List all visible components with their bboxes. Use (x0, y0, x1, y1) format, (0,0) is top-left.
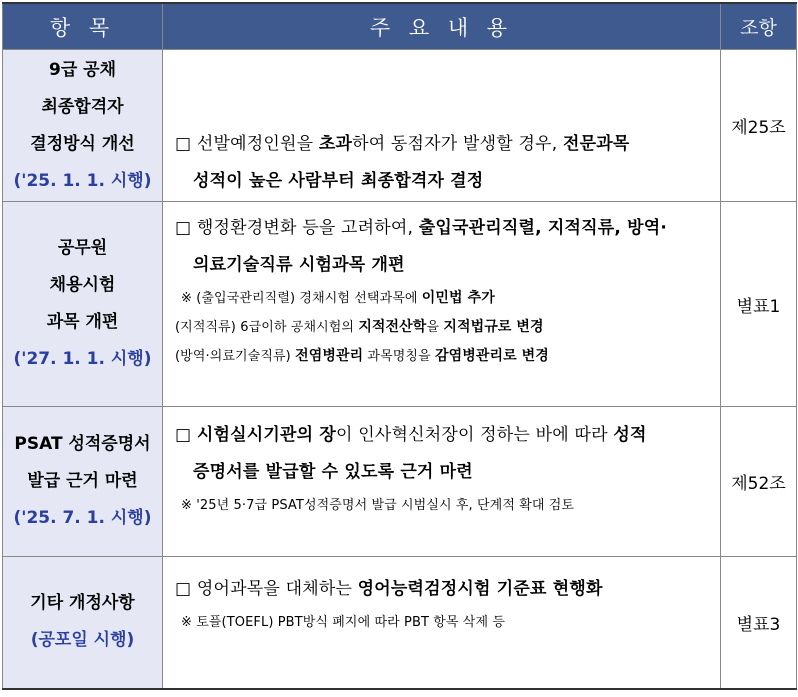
content-cell (163, 407, 721, 557)
category-line: 발급 근거 마련 (27, 471, 138, 491)
main-text: 의료기술직류 시험과목 개편 (193, 255, 405, 275)
table-row (3, 407, 797, 557)
header-item: 항 목 (3, 3, 163, 50)
header-row (3, 3, 797, 50)
note-line: ※ '25년 5·7급 PSAT성적증명서 발급 시범실시 후, 단계적 확대 검토 (181, 498, 575, 513)
category-line: 과목 개편 (46, 312, 119, 332)
content-cell (163, 202, 721, 407)
category-cell (3, 50, 163, 202)
content-cell (163, 50, 721, 202)
main-text: □ 시험실시기관의 장이 인사혁신처장이 정하는 바에 따라 성적 (175, 425, 647, 445)
main-text: □ 선발예정인원을 초과하여 동점자가 발생할 경우, 전문과목 (175, 134, 630, 154)
amendment-table (2, 2, 797, 690)
clause-ref: 별표3 (721, 557, 797, 689)
main-text: 성적이 높은 사람부터 최종합격자 결정 (193, 171, 484, 191)
category-line: 공무원 (57, 238, 108, 258)
table-row (3, 557, 797, 689)
header-content: 주 요 내 용 (163, 3, 721, 50)
category-cell (3, 407, 163, 557)
category-line: 결정방식 개선 (30, 133, 135, 154)
main-text: □ 행정환경변화 등을 고려하여, 출입국관리직렬, 지적직류, 방역· (175, 218, 668, 238)
category-line: 최종합격자 (41, 96, 124, 117)
header-clause: 조항 (721, 3, 797, 50)
effective-date: (공포일 시행) (30, 630, 135, 651)
clause-ref: 제25조 (721, 50, 797, 202)
category-cell (3, 557, 163, 689)
category-line: 9급 공채 (48, 59, 116, 80)
effective-date: ('25. 7. 1. 시행) (13, 508, 152, 528)
table-row (3, 202, 797, 407)
note-line: ※ (출입국관리직렬) 경채시험 선택과목에 이민법 추가 (181, 290, 495, 306)
table-row (3, 50, 797, 202)
note-line: (방역·의료기술직류) 전염병관리 과목명칭을 감염병관리로 변경 (175, 348, 549, 364)
note-line: ※ 토플(TOEFL) PBT방식 폐지에 따라 PBT 항목 삭제 등 (181, 615, 506, 630)
category-cell (3, 202, 163, 407)
content-cell (163, 557, 721, 689)
main-text: □ 영어과목을 대체하는 영어능력검정시험 기준표 현행화 (175, 579, 603, 599)
category-line: PSAT 성적증명서 (14, 434, 151, 454)
clause-ref: 별표1 (721, 202, 797, 407)
clause-ref: 제52조 (721, 407, 797, 557)
effective-date: ('27. 1. 1. 시행) (13, 349, 152, 369)
category-line: 채용시험 (49, 275, 116, 295)
category-line: 기타 개정사항 (30, 593, 135, 614)
note-line: (지적직류) 6급이하 공채시험의 지적전산학을 지적법규로 변경 (175, 319, 544, 335)
effective-date: ('25. 1. 1. 시행) (13, 170, 152, 191)
main-text: 증명서를 발급할 수 있도록 근거 마련 (193, 462, 473, 482)
